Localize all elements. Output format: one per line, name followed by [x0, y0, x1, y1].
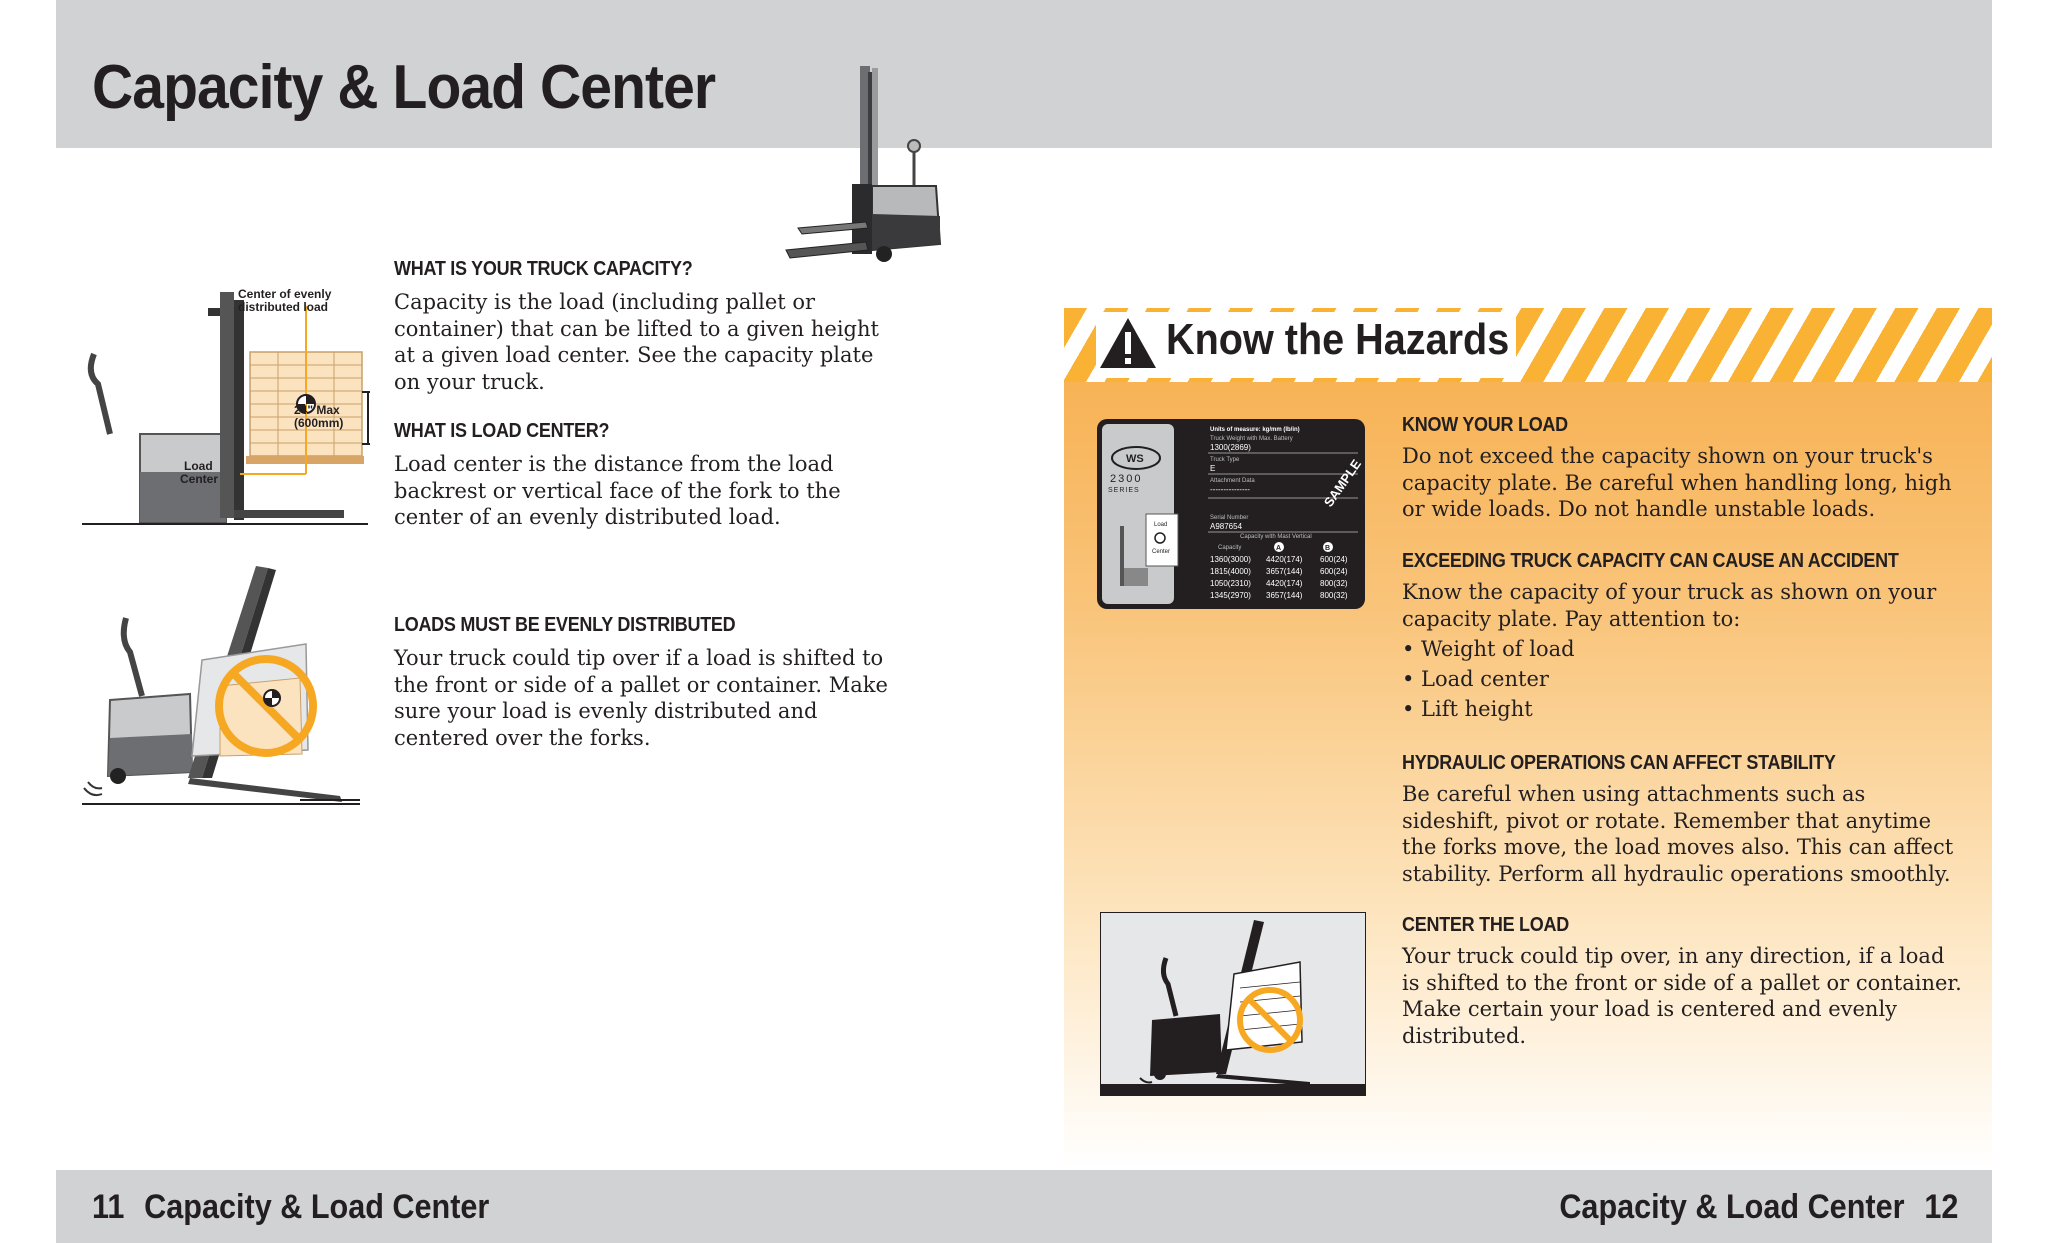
bullet-lift-height: • Lift height	[1402, 697, 1533, 721]
plate-col-a: A	[1276, 545, 1282, 552]
footer-right-page-number: 12	[1923, 1188, 1958, 1226]
load-center-diagram	[80, 284, 370, 534]
plate-row-1-b: 600(24)	[1320, 555, 1348, 564]
plate-attachment-label: Attachment Data	[1210, 478, 1255, 484]
plate-capacity-header: Capacity with Mast Vertical	[1240, 534, 1312, 540]
plate-units: Units of measure: kg/mm (lb/in)	[1210, 427, 1300, 433]
center-label-1: Center of evenly	[238, 287, 332, 301]
plate-row-2-capacity: 1815(4000)	[1210, 567, 1251, 576]
footer-left-title: Capacity & Load Center	[144, 1188, 490, 1226]
plate-col-b: B	[1325, 545, 1331, 552]
truck-capacity-section	[394, 258, 914, 395]
hydraulic-heading: HYDRAULIC OPERATIONS CAN AFFECT STABILITY	[1402, 752, 1836, 774]
stacker-truck-illustration	[784, 64, 944, 270]
know-load-section	[1402, 414, 1962, 523]
plate-weight-label: Truck Weight with Max. Battery	[1210, 436, 1293, 442]
center-load-body: Your truck could tip over, in any direction, if a load is shifted to the front or side of a pallet or container. Make certain your load is centered and evenly distributed.	[1402, 944, 1962, 1048]
plate-center-label: Center	[1152, 549, 1171, 555]
know-load-body: Do not exceed the capacity shown on your truck's capacity plate. Be careful when handling long, high or wide loads. Do not handle unstable loads.	[1402, 444, 1952, 521]
exceeding-capacity-list	[1402, 634, 1962, 724]
load-label-2: Center	[180, 472, 219, 486]
plate-row-3-a: 4420(174)	[1266, 579, 1303, 588]
footer-left	[92, 1188, 489, 1227]
plate-series-number: 2300	[1110, 473, 1143, 485]
bullet-load-center: • Load center	[1402, 667, 1549, 691]
plate-weight-value: 1300(2869)	[1210, 443, 1251, 452]
page-title: Capacity & Load Center	[92, 53, 716, 122]
hydraulic-body: Be careful when using attachments such as sideshift, pivot or rotate. Remember that anytime the forks move, the load moves also. This can affect stability. Perform all hydraulic operations smoothly.	[1402, 782, 1954, 886]
capacity-plate	[1096, 418, 1366, 610]
plate-row-4-a: 3657(144)	[1266, 591, 1303, 600]
plate-sample-stamp: SAMPLE	[1320, 456, 1365, 510]
center-load-heading: CENTER THE LOAD	[1402, 914, 1569, 936]
plate-type-label: Truck Type	[1210, 457, 1240, 463]
warning-icon	[1098, 316, 1158, 370]
hydraulic-section	[1402, 752, 1962, 887]
plate-series-label: SERIES	[1108, 487, 1140, 494]
plate-attachment-value: ---------------	[1210, 485, 1250, 494]
plate-brand: WS	[1126, 453, 1144, 465]
plate-serial-value: A987654	[1210, 522, 1243, 531]
plate-row-3-b: 800(32)	[1320, 579, 1348, 588]
know-load-heading: KNOW YOUR LOAD	[1402, 414, 1568, 436]
plate-row-2-a: 3657(144)	[1266, 567, 1303, 576]
bullet-weight-of-load: • Weight of load	[1402, 637, 1575, 661]
max-label-2: (600mm)	[294, 416, 344, 430]
plate-row-1-capacity: 1360(3000)	[1210, 555, 1251, 564]
exceeding-capacity-body: Know the capacity of your truck as shown on your capacity plate. Pay attention to:	[1402, 580, 1937, 631]
exceeding-capacity-heading: EXCEEDING TRUCK CAPACITY CAN CAUSE AN ACCIDENT	[1402, 550, 1899, 572]
plate-row-4-b: 800(32)	[1320, 591, 1348, 600]
center-load-section	[1402, 914, 1962, 1049]
truck-capacity-body: Capacity is the load (including pallet or container) that can be lifted to a given height at a given load center. See the capacity plate on your truck.	[394, 290, 879, 394]
evenly-distributed-body: Your truck could tip over if a load is shifted to the front or side of a pallet or container. Make sure your load is evenly distributed and centered over the forks.	[394, 646, 888, 750]
center-load-image	[1100, 912, 1366, 1096]
plate-row-3-capacity: 1050(2310)	[1210, 579, 1251, 588]
load-center-body: Load center is the distance from the load backrest or vertical face of the fork to the center of an evenly distributed load.	[394, 452, 841, 529]
footer-left-page-number: 11	[92, 1188, 125, 1226]
plate-row-4-capacity: 1345(2970)	[1210, 591, 1251, 600]
tipping-truck-diagram	[80, 560, 370, 810]
load-center-section	[394, 420, 914, 531]
plate-row-2-b: 600(24)	[1320, 567, 1348, 576]
center-label-2: distributed load	[238, 300, 328, 314]
plate-serial-label: Serial Number	[1210, 515, 1249, 521]
evenly-distributed-heading: LOADS MUST BE EVENLY DISTRIBUTED	[394, 614, 736, 636]
plate-type-value: E	[1210, 464, 1216, 473]
plate-row-1-a: 4420(174)	[1266, 555, 1303, 564]
hazard-title: Know the Hazards	[1166, 315, 1510, 364]
evenly-distributed-section	[394, 614, 914, 751]
load-label-1: Load	[184, 459, 213, 473]
truck-capacity-heading: WHAT IS YOUR TRUCK CAPACITY?	[394, 258, 693, 280]
footer-right	[1559, 1188, 1958, 1227]
exceeding-capacity-section	[1402, 550, 1962, 724]
footer-right-title: Capacity & Load Center	[1558, 1188, 1905, 1226]
plate-col-capacity: Capacity	[1218, 545, 1242, 551]
plate-load-label: Load	[1154, 522, 1168, 528]
max-label-1: 24" Max	[294, 403, 340, 417]
load-center-heading: WHAT IS LOAD CENTER?	[394, 420, 610, 442]
